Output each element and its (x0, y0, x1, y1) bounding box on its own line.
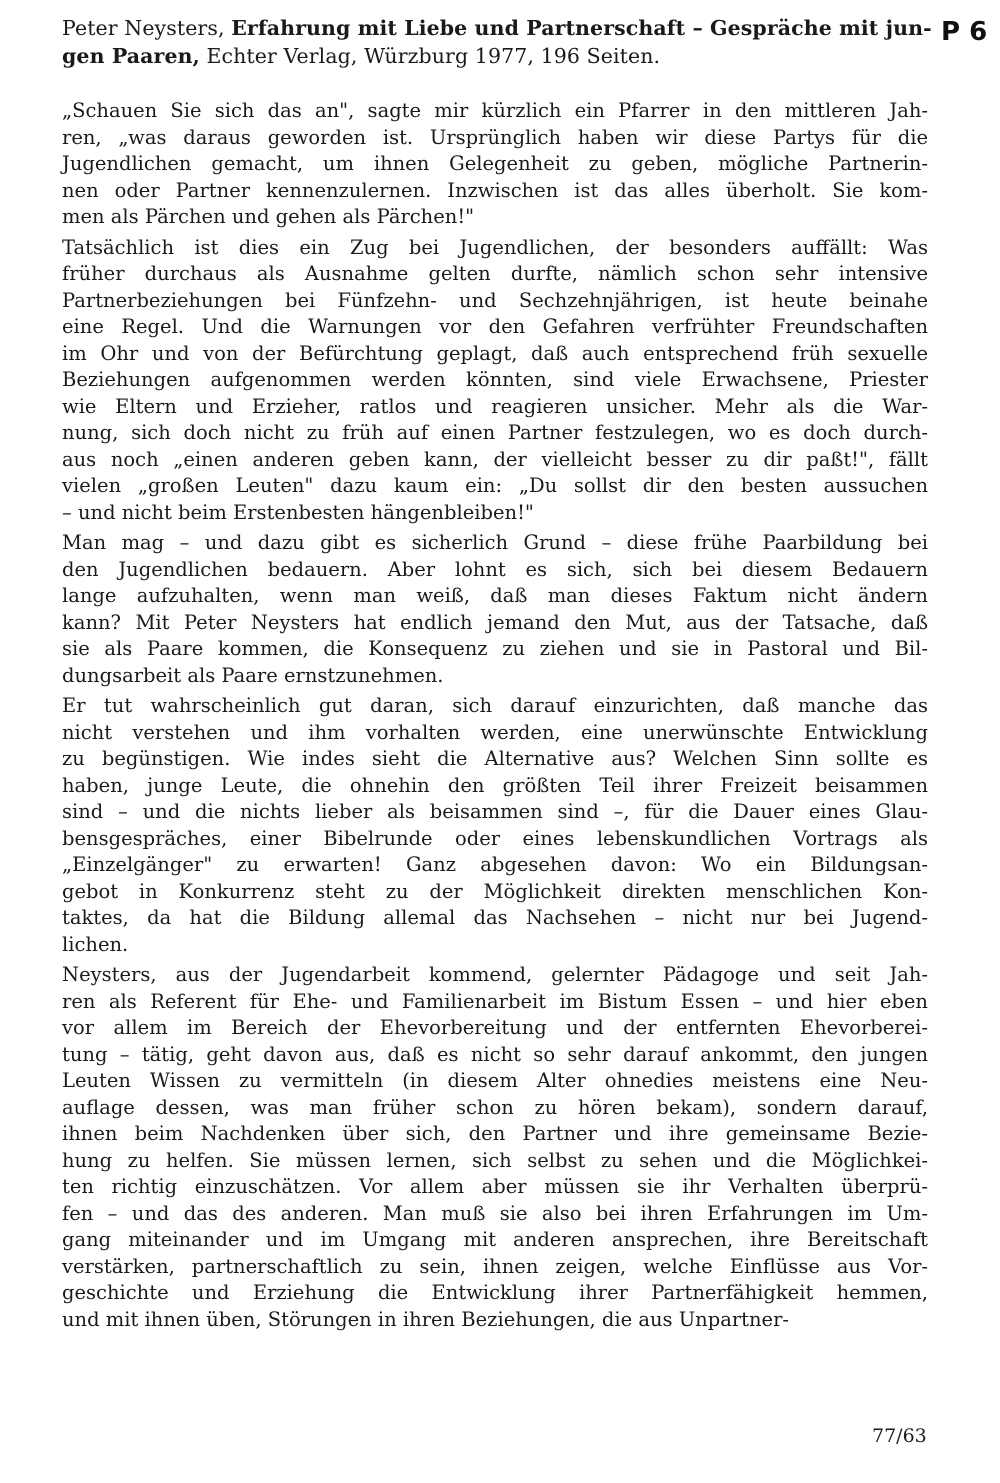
text-line: ihnen beim Nachdenken über sich, den Partner und ihre gemeinsame Bezie- (62, 1122, 928, 1145)
text-line: sie als Paare kommen, die Konsequenz zu ziehen und sie in Pastoral und Bil- (62, 637, 928, 660)
text-line: „Schauen Sie sich das an", sagte mir kürzlich ein Pfarrer in den mittleren Jah- (62, 99, 928, 122)
text-line: Partnerbeziehungen bei Fünfzehn- und Sechzehnjährigen, ist heute beinahe (62, 288, 928, 312)
text-line: ren als Referent für Ehe- und Familienarbeit im Bistum Essen – und hier eben (62, 989, 928, 1013)
text-line: Beziehungen aufgenommen werden könnten, sind viele Erwachsene, Priester (62, 368, 928, 391)
text-line: Er tut wahrscheinlich gut daran, sich darauf einzurichten, daß manche das (62, 694, 928, 717)
text-line: lange aufzuhalten, wenn man weiß, daß man dieses Faktum nicht ändern (62, 584, 928, 607)
text-line: geschichte und Erziehung die Entwicklung ihrer Partnerfähigkeit hemmen, (62, 1281, 928, 1304)
text-line: vor allem im Bereich der Ehevorbereitung und der entfernten Ehevorberei- (62, 1016, 928, 1039)
text-line: zu begünstigen. Wie indes sieht die Alternative aus? Welchen Sinn sollte es (62, 747, 928, 770)
header-title-part1: Erfahrung mit Liebe und Partnerschaft – Gespräche mit jun- (231, 16, 932, 40)
text-line: „Einzelgänger" zu erwarten! Ganz abgesehen davon: Wo ein Bildungsan- (62, 853, 928, 876)
text-line: nung, sich doch nicht zu früh auf einen Partner festzulegen, wo es doch durch- (62, 421, 928, 444)
text-line: wie Eltern und Erzieher, ratlos und reagieren unsicher. Mehr als die War- (62, 394, 928, 418)
header-line-2 (62, 42, 932, 70)
text-line: haben, junge Leute, die ohnehin den größten Teil ihrer Freizeit beisammen (62, 773, 928, 797)
text-line: nicht verstehen und ihm vorhalten werden, eine unerwünschte Entwicklung (62, 720, 928, 744)
text-line: Man mag – und dazu gibt es sicherlich Grund – diese frühe Paarbildung bei (62, 531, 928, 554)
text-line: dungsarbeit als Paare ernstzunehmen. (62, 663, 444, 687)
review-body (62, 98, 928, 1333)
text-line: gang miteinander und im Umgang mit anderen ansprechen, ihre Bereitschaft (62, 1228, 928, 1251)
text-line: hung zu helfen. Sie müssen lernen, sich selbst zu sehen und die Möglichkei- (62, 1148, 928, 1172)
text-line: früher durchaus als Ausnahme gelten durfte, nämlich schon sehr intensive (62, 262, 928, 285)
text-line: ten richtig einzuschätzen. Vor allem aber müssen sie ihr Verhalten überprü- (62, 1175, 928, 1198)
text-line: – und nicht beim Erstenbesten hängenbleiben!" (62, 500, 534, 524)
text-line: Neysters, aus der Jugendarbeit kommend, gelernter Pädagoge und seit Jah- (62, 963, 928, 986)
text-line: sind – und die nichts lieber als beisammen sind –, für die Dauer eines Glau- (62, 800, 928, 823)
text-line: taktes, da hat die Bildung allemal das Nachsehen – nicht nur bei Jugend- (62, 906, 928, 929)
paragraph (62, 693, 928, 958)
text-line: eine Regel. Und die Warnungen vor den Gefahren verfrühter Freundschaften (62, 315, 928, 338)
paragraph (62, 235, 928, 527)
header-author: Peter Neysters, (62, 16, 225, 40)
paragraph (62, 98, 928, 231)
text-line: ren, „was daraus geworden ist. Ursprünglich haben wir diese Partys für die (62, 125, 928, 149)
text-line: gebot in Konkurrenz steht zu der Möglichkeit direkten menschlichen Kon- (62, 879, 928, 903)
text-line: im Ohr und von der Befürchtung geplagt, daß auch entsprechend früh sexuelle (62, 341, 928, 365)
bibliographic-header (62, 14, 932, 70)
text-line: vielen „großen Leuten" dazu kaum ein: „Du sollst dir den besten aussuchen (62, 474, 928, 497)
text-line: und mit ihnen üben, Störungen in ihren Beziehungen, die aus Unpartner- (62, 1307, 790, 1331)
paragraph (62, 530, 928, 689)
header-line-1 (62, 14, 932, 42)
text-line: bensgespräches, einer Bibelrunde oder eines lebenskundlichen Vortrags als (62, 826, 928, 850)
text-line: den Jugendlichen bedauern. Aber lohnt es sich, sich bei diesem Bedauern (62, 557, 928, 581)
text-line: Jugendlichen gemacht, um ihnen Gelegenheit zu geben, mögliche Partnerin- (62, 152, 928, 175)
text-line: verstärken, partnerschaftlich zu sein, ihnen zeigen, welche Einflüsse aus Vor- (62, 1254, 928, 1278)
section-code: P 6 (941, 17, 988, 47)
paragraph (62, 962, 928, 1333)
text-line: auflage dessen, was man früher schon zu hören bekam), sondern darauf, (62, 1095, 928, 1119)
text-line: tung – tätig, geht davon aus, daß es nicht so sehr darauf ankommt, den jungen (62, 1042, 928, 1066)
text-line: men als Pärchen und gehen als Pärchen!" (62, 205, 475, 228)
text-line: Leuten Wissen zu vermitteln (in diesem Alter ohnedies meistens eine Neu- (62, 1069, 928, 1092)
header-publication: Echter Verlag, Würzburg 1977, 196 Seiten. (206, 44, 661, 68)
page-number: 77/63 (872, 1425, 927, 1447)
text-line: lichen. (62, 932, 129, 956)
text-line: Tatsächlich ist dies ein Zug bei Jugendlichen, der besonders auffällt: Was (62, 235, 928, 259)
text-line: fen – und das des anderen. Man muß sie also bei ihren Erfahrungen im Um- (62, 1201, 928, 1225)
header-title-part2: gen Paaren, (62, 44, 200, 68)
text-line: nen oder Partner kennenzulernen. Inzwischen ist das alles überholt. Sie kom- (62, 178, 928, 202)
text-line: kann? Mit Peter Neysters hat endlich jemand den Mut, aus der Tatsache, daß (62, 610, 928, 634)
text-line: aus noch „einen anderen geben kann, der vielleicht besser zu dir paßt!", fällt (62, 447, 928, 471)
